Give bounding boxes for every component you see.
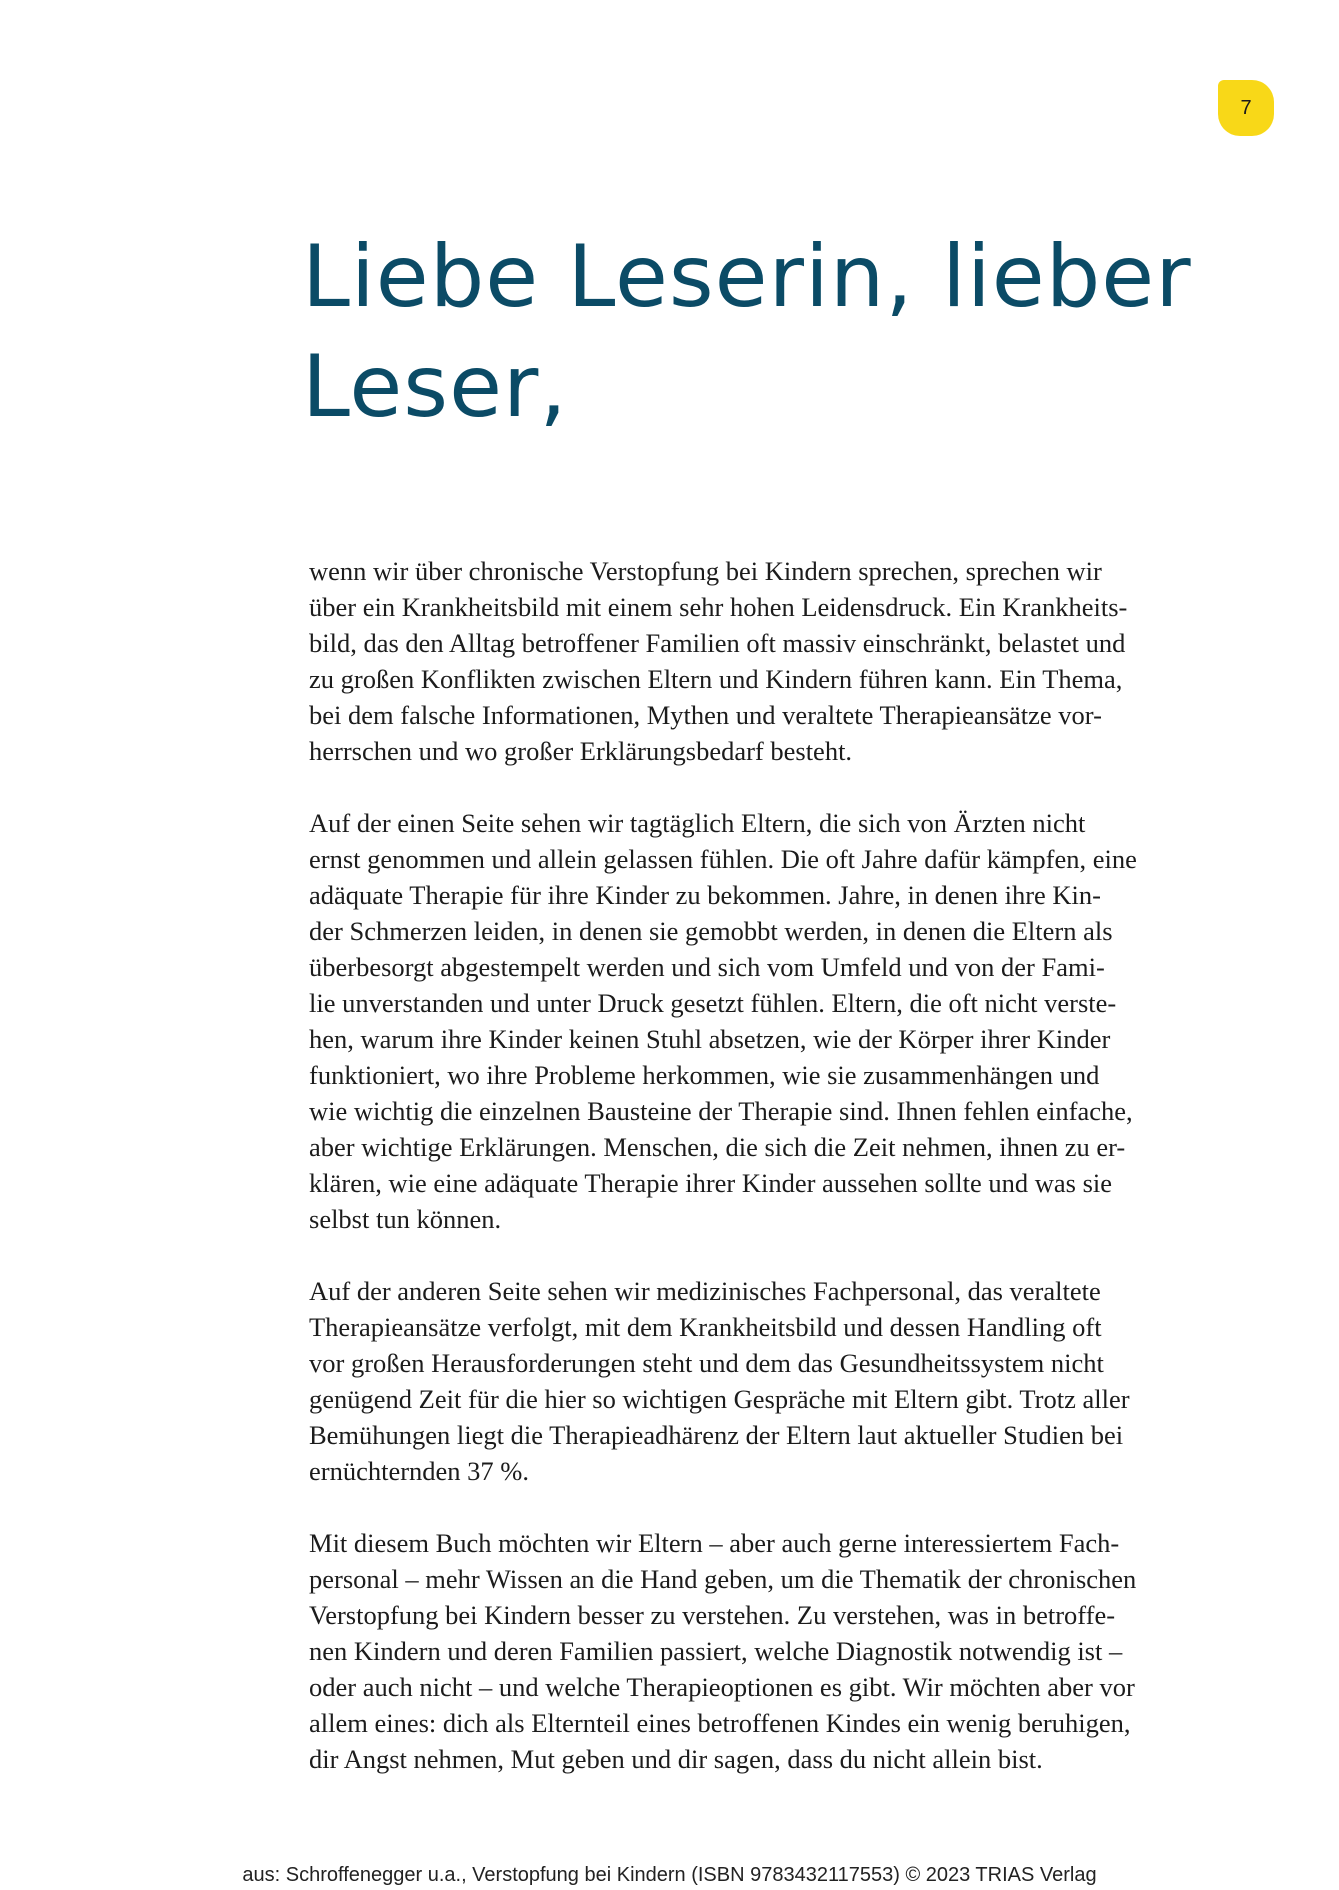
source-footer: aus: Schroffenegger u.a., Verstopfung bei Kindern (ISBN 9783432117553) © 2023 TRIAS Verlag [242,1864,1097,1886]
text-line: ernst genommen und allein gelassen fühlen. Die oft Jahre dafür kämpfen, eine [309,844,1137,874]
text-line: wenn wir über chronische Verstopfung bei Kindern sprechen, sprechen wir [309,556,1102,586]
text-line: Verstopfung bei Kindern besser zu verstehen. Zu verstehen, was in betroffe- [309,1600,1116,1630]
text-line: hen, warum ihre Kinder keinen Stuhl absetzen, wie der Körper ihrer Kinder [309,1024,1111,1054]
page-title [302,222,1202,442]
text-line: adäquate Therapie für ihre Kinder zu bekommen. Jahre, in denen ihre Kin- [309,880,1101,910]
paragraph [309,1273,1209,1489]
text-line: personal – mehr Wissen an die Hand geben, um die Thematik der chronischen [309,1564,1137,1594]
text-line: herrschen und wo großer Erklärungsbedarf besteht. [309,736,853,766]
text-line: überbesorgt abgestempelt werden und sich vom Umfeld und von der Fami- [309,952,1105,982]
text-line: Mit diesem Buch möchten wir Eltern – aber auch gerne interessiertem Fach- [309,1528,1120,1558]
page-title-line: Leser, [302,337,568,437]
text-line: ernüchternden 37 %. [309,1456,530,1486]
paragraph [309,1525,1209,1777]
text-line: genügend Zeit für die hier so wichtigen Gespräche mit Eltern gibt. Trotz aller [309,1384,1130,1414]
text-line: Bemühungen liegt die Therapieadhärenz der Eltern laut aktueller Studien bei [309,1420,1124,1450]
text-line: klären, wie eine adäquate Therapie ihrer Kinder aussehen sollte und was sie [309,1168,1113,1198]
text-line: selbst tun können. [309,1204,502,1234]
text-line: bei dem falsche Informationen, Mythen und veraltete Therapieansätze vor- [309,700,1102,730]
text-line: funktioniert, wo ihre Probleme herkommen, wie sie zusammenhängen und [309,1060,1100,1090]
text-line: nen Kindern und deren Familien passiert, welche Diagnostik notwendig ist – [309,1636,1123,1666]
text-line: Auf der einen Seite sehen wir tagtäglich Eltern, die sich von Ärzten nicht [309,808,1086,838]
page-title-line: Liebe Leserin, lieber [302,227,1192,327]
text-line: der Schmerzen leiden, in denen sie gemobbt werden, in denen die Eltern als [309,916,1113,946]
text-line: oder auch nicht – und welche Therapieoptionen es gibt. Wir möchten aber vor [309,1672,1135,1702]
page-number-badge [1218,80,1274,136]
text-line: allem eines: dich als Elternteil eines betroffenen Kindes ein wenig beruhigen, [309,1708,1131,1738]
paragraph [309,805,1209,1237]
text-line: aber wichtige Erklärungen. Menschen, die sich die Zeit nehmen, ihnen zu er- [309,1132,1126,1162]
text-line: dir Angst nehmen, Mut geben und dir sagen, dass du nicht allein bist. [309,1744,1043,1774]
text-line: zu großen Konflikten zwischen Eltern und Kindern führen kann. Ein Thema, [309,664,1123,694]
text-line: bild, das den Alltag betroffener Familien oft massiv einschränkt, belastet und [309,628,1126,658]
text-line: über ein Krankheitsbild mit einem sehr hohen Leidensdruck. Ein Krankheits- [309,592,1128,622]
paragraph [309,553,1209,769]
text-line: Auf der anderen Seite sehen wir medizinisches Fachpersonal, das veraltete [309,1276,1101,1306]
text-line: Therapieansätze verfolgt, mit dem Krankheitsbild und dessen Handling oft [309,1312,1102,1342]
text-line: lie unverstanden und unter Druck gesetzt fühlen. Eltern, die oft nicht verste- [309,988,1117,1018]
text-line: vor großen Herausforderungen steht und dem das Gesundheitssystem nicht [309,1348,1104,1378]
body-text [309,553,1209,1813]
text-line: wie wichtig die einzelnen Bausteine der Therapie sind. Ihnen fehlen einfache, [309,1096,1133,1126]
page-number: 7 [1240,96,1252,119]
